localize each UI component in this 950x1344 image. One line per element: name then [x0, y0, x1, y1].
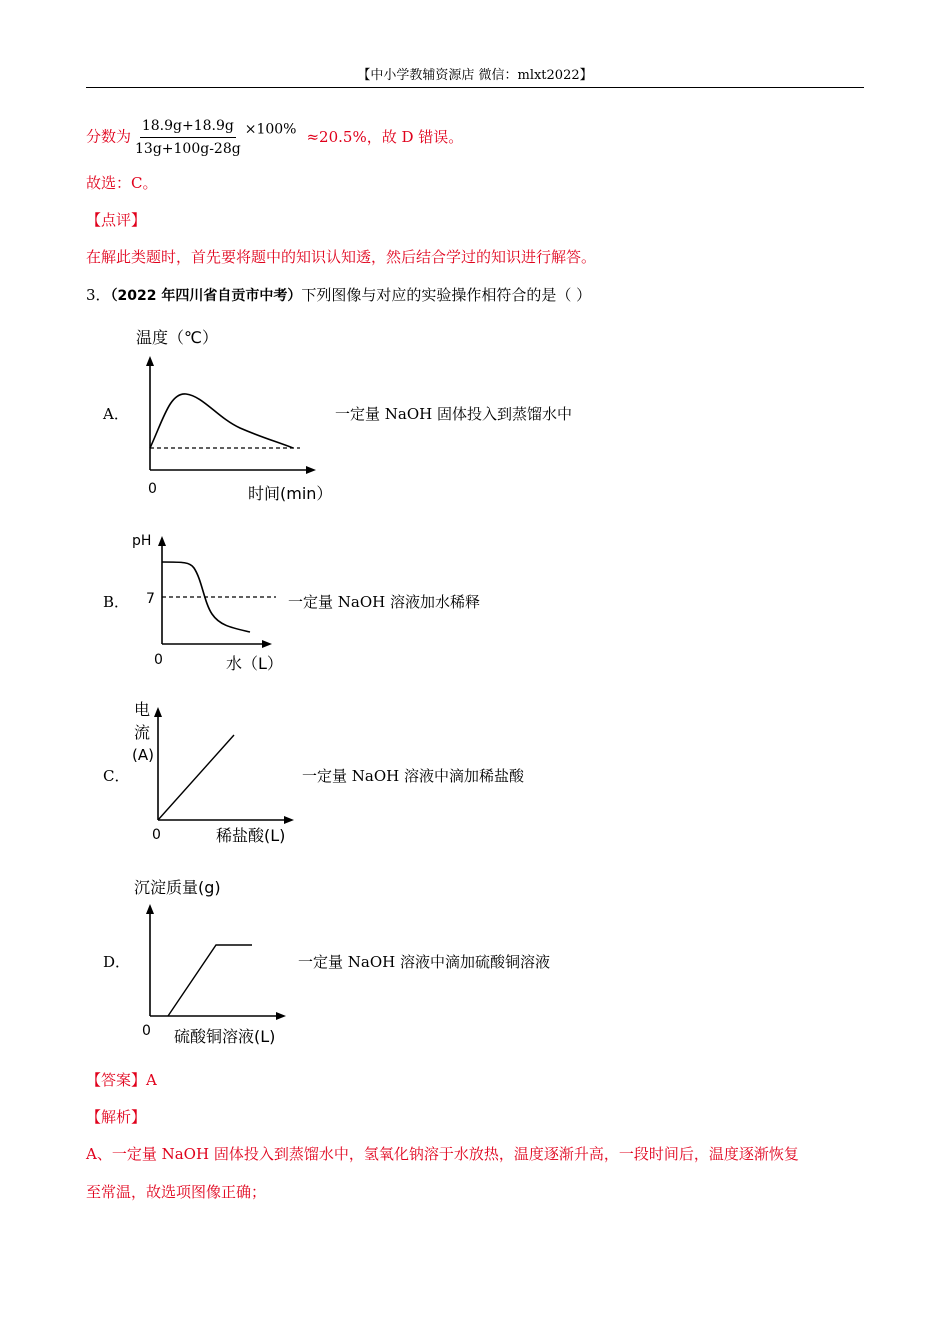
answer-line [86, 1069, 157, 1090]
question-line [86, 284, 591, 305]
chart-d-origin: 0 [142, 1023, 151, 1039]
fraction-denominator: 13g+100g-28g [135, 141, 241, 157]
y-axis-arrow-icon [154, 707, 162, 717]
chart-b [128, 528, 288, 678]
comment-heading: 【点评】 [86, 211, 147, 229]
chart-c-y-label-1: 电 [134, 700, 151, 719]
x-axis-arrow-icon [306, 466, 316, 474]
chart-a-origin: 0 [148, 481, 157, 497]
option-d-label: D． [103, 953, 131, 971]
chart-a-x-label: 时间(min） [248, 484, 333, 503]
answer-value: A [146, 1071, 157, 1089]
y-axis-arrow-icon [146, 356, 154, 366]
chart-c-origin: 0 [152, 827, 161, 843]
formula-fraction [133, 116, 243, 159]
chart-a [128, 320, 348, 510]
chart-a-y-label: 温度（℃） [136, 328, 218, 347]
question-number: 3． [86, 286, 111, 304]
formula-multiplier: ×100% [244, 121, 297, 138]
fraction-numerator: 18.9g+18.9g [140, 116, 236, 138]
question-source: （2022 年四川省自贡市中考） [110, 288, 302, 304]
conclusion-text: 故选：C。 [86, 174, 158, 192]
formula-result: ≈20.5%，故 D 错误。 [306, 127, 464, 146]
y-axis-arrow-icon [146, 904, 154, 914]
chart-c-y-label-2: 流 [134, 723, 151, 742]
chart-d-x-label: 硫酸铜溶液(L) [174, 1027, 276, 1046]
option-c-label: C． [103, 767, 130, 785]
header-rule [86, 87, 864, 88]
option-b-label: B． [103, 593, 130, 611]
formula-line [86, 116, 463, 159]
formula-prefix: 分数为 [86, 127, 132, 146]
y-axis-arrow-icon [158, 536, 166, 546]
chart-c [128, 695, 308, 850]
chart-b-x-label: 水（L） [226, 654, 283, 673]
analysis-heading: 【解析】 [86, 1108, 147, 1126]
option-a-desc: 一定量 NaOH 固体投入到蒸馏水中 [335, 405, 572, 423]
option-a-label: A． [103, 405, 129, 423]
x-axis-arrow-icon [262, 640, 272, 648]
option-d-desc: 一定量 NaOH 溶液中滴加硫酸铜溶液 [298, 953, 550, 971]
x-axis-arrow-icon [276, 1012, 286, 1020]
answer-heading: 【答案】 [86, 1071, 147, 1089]
x-axis-arrow-icon [284, 816, 294, 824]
chart-d [128, 870, 308, 1050]
chart-b-origin: 0 [154, 652, 163, 668]
analysis-line-1: A、一定量 NaOH 固体投入到蒸馏水中，氢氧化钠溶于水放热，温度逐渐升高，一段时间后，温度逐渐恢复 [86, 1145, 799, 1163]
question-stem: 下列图像与对应的实验操作相符合的是（ ） [301, 286, 592, 304]
chart-c-y-label-3: (A) [132, 746, 154, 764]
analysis-line-2: 至常温，故选项图像正确； [86, 1183, 267, 1201]
page-header: 【中小学教辅资源店 微信：mlxt2022】 [357, 68, 593, 83]
option-b-desc: 一定量 NaOH 溶液加水稀释 [288, 593, 480, 611]
option-c-desc: 一定量 NaOH 溶液中滴加稀盐酸 [302, 767, 524, 785]
chart-b-mark: 7 [146, 591, 155, 607]
chart-c-x-label: 稀盐酸(L) [216, 826, 286, 845]
comment-text: 在解此类题时，首先要将题中的知识认知透，然后结合学过的知识进行解答。 [86, 248, 597, 266]
chart-b-y-label: pH [132, 533, 152, 549]
chart-d-y-label: 沉淀质量(g) [134, 878, 221, 897]
